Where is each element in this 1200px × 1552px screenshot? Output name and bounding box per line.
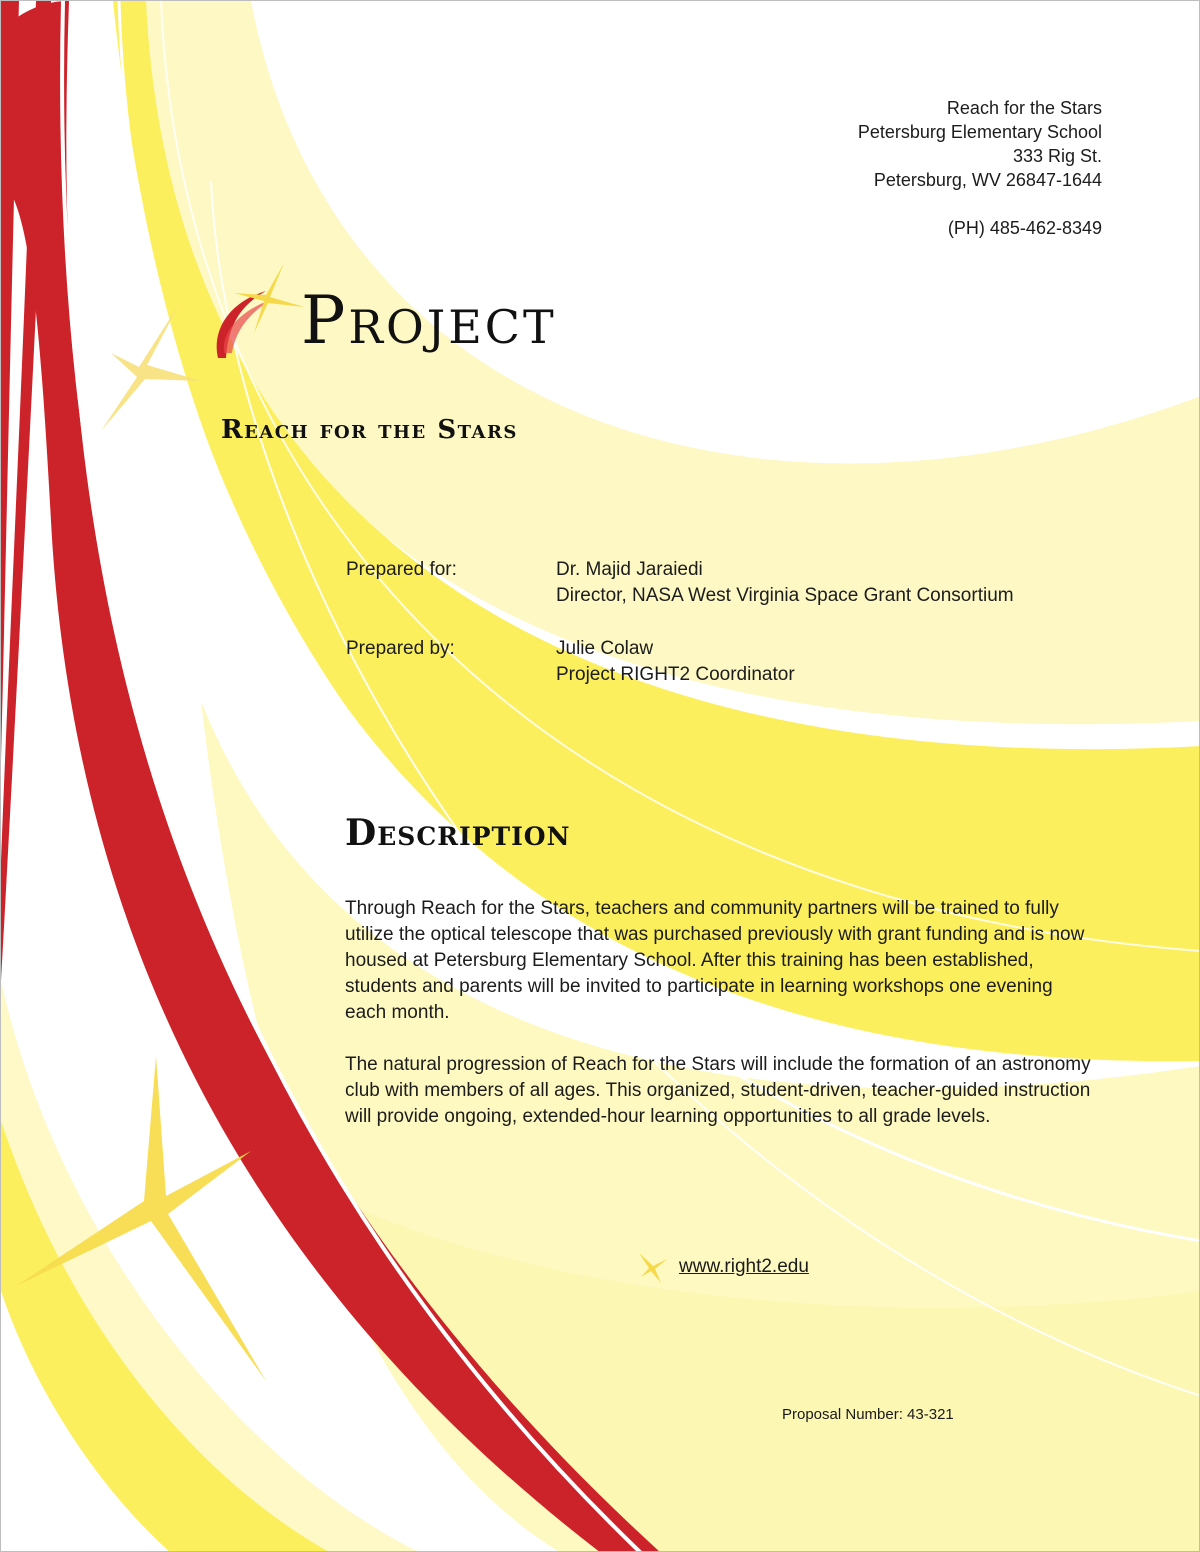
prepared-by-label: Prepared by: xyxy=(346,638,455,659)
prepared-by-role: Project RIGHT2 Coordinator xyxy=(556,664,795,685)
website-star-icon xyxy=(637,1251,671,1285)
description-paragraph: Through Reach for the Stars, teachers and community partners will be trained to fully utilize the optical telescope that was purchased previously with grant funding and is now housed at Petersburg Elementary School. After this training has been established, students and parents will be invited to participate in learning workshops one evening each month. xyxy=(345,898,1085,1023)
address-org: Reach for the Stars xyxy=(946,98,1102,118)
prepared-for-label: Prepared for: xyxy=(346,559,457,580)
address-school: Petersburg Elementary School xyxy=(857,122,1102,142)
prepared-for-name: Dr. Majid Jaraiedi xyxy=(556,559,703,580)
document-title: Project xyxy=(301,282,557,359)
document-subtitle: Reach for the Stars xyxy=(221,415,518,445)
prepared-for-value xyxy=(556,557,1014,609)
website-link[interactable]: www.right2.edu xyxy=(679,1256,809,1277)
prepared-by-name: Julie Colaw xyxy=(556,638,654,659)
proposal-number: Proposal Number: 43-321 xyxy=(782,1406,954,1423)
sender-address-block xyxy=(858,96,1102,240)
description-heading: Description xyxy=(345,812,571,854)
description-body xyxy=(345,896,1093,1156)
address-street: 333 Rig St. xyxy=(1012,146,1102,166)
project-logo-swoosh-icon xyxy=(206,263,306,373)
prepared-by-value xyxy=(556,636,795,688)
description-paragraph: The natural progression of Reach for the Stars will include the formation of an astronomy club with members of all ages. This organized, student-driven, teacher-guided instruction will provide ongoing, extended-hour learning opportunities to all grade levels. xyxy=(345,1054,1091,1127)
prepared-for-role: Director, NASA West Virginia Space Grant Consortium xyxy=(556,585,1014,606)
address-phone: (PH) 485-462-8349 xyxy=(947,218,1102,238)
address-city: Petersburg, WV 26847-1644 xyxy=(873,170,1102,190)
